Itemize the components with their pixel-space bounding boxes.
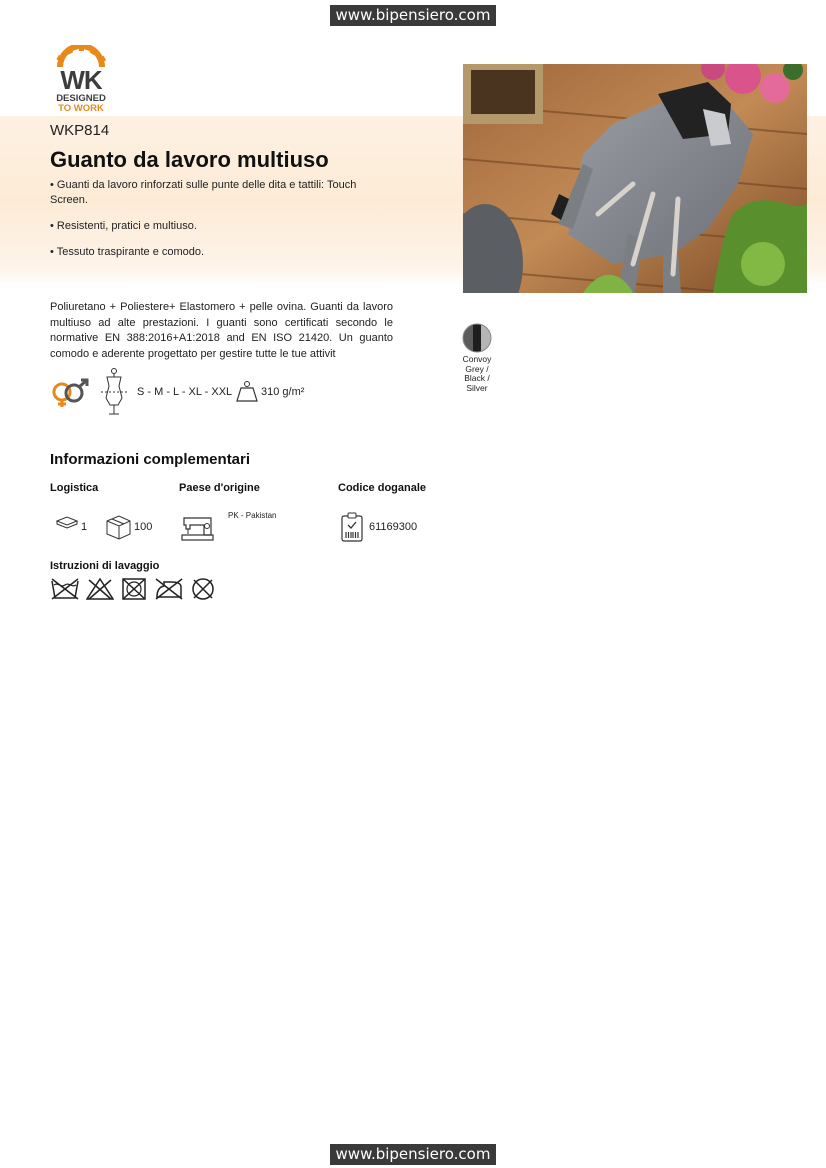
feature-item: • Resistenti, pratici e multiuso. bbox=[50, 220, 197, 232]
mannequin-icon bbox=[98, 368, 130, 416]
feature-item: • Guanti da lavoro rinforzati sulle punte delle dita e tattili: Touch Screen. bbox=[50, 179, 357, 206]
product-description: Poliuretano + Poliestere+ Elastomero + pelle ovina. Guanti da lavoro multiuso ad alte prestazioni. I guanti sono certificati secondo le normative EN 388:2016+A1:2018 and EN ISO 21420. Un guanto comodo e aderente progettato per gestire tutte le tue attivit bbox=[50, 301, 393, 360]
product-title: Guanto da lavoro multiuso bbox=[50, 147, 329, 172]
customs-value: 61169300 bbox=[369, 521, 418, 533]
svg-text:DESIGNED: DESIGNED bbox=[56, 93, 106, 104]
logistics-unit-qty: 1 bbox=[81, 521, 88, 533]
weight-icon bbox=[236, 380, 258, 402]
section-title: Informazioni complementari bbox=[50, 451, 251, 468]
brand-logo bbox=[48, 45, 114, 113]
feature-item: • Tessuto traspirante e comodo. bbox=[50, 246, 205, 258]
box-icon bbox=[105, 514, 132, 540]
sewing-machine-icon bbox=[181, 513, 214, 542]
product-photo bbox=[463, 64, 807, 293]
no-wash-icon bbox=[50, 577, 80, 601]
color-swatch[interactable] bbox=[462, 323, 492, 393]
origin-value: PK - Pakistan bbox=[228, 511, 277, 520]
washing-label: Istruzioni di lavaggio bbox=[50, 560, 160, 572]
no-dry-clean-icon bbox=[190, 577, 216, 601]
package-icon bbox=[55, 516, 79, 530]
website-banner-top[interactable]: www.bipensiero.com bbox=[330, 5, 496, 26]
logistics-box-qty: 100 bbox=[134, 521, 153, 533]
color-swatch-circle bbox=[462, 323, 492, 353]
website-banner-bottom[interactable]: www.bipensiero.com bbox=[330, 1144, 496, 1165]
sizes-text: S - M - L - XL - XXL bbox=[137, 386, 233, 398]
svg-text:WK: WK bbox=[60, 65, 102, 95]
product-code: WKP814 bbox=[50, 122, 110, 139]
customs-icon bbox=[340, 512, 364, 543]
no-tumble-dry-icon bbox=[121, 577, 147, 601]
logistics-label: Logistica bbox=[50, 482, 99, 494]
no-bleach-icon bbox=[86, 577, 114, 601]
no-iron-icon bbox=[154, 577, 184, 601]
gender-icon bbox=[50, 378, 90, 408]
weight-text: 310 g/m² bbox=[261, 386, 305, 398]
customs-label: Codice doganale bbox=[338, 482, 427, 494]
origin-label: Paese d'origine bbox=[179, 482, 260, 494]
svg-text:TO WORK: TO WORK bbox=[58, 103, 104, 113]
color-name: Convoy Grey / Black / Silver bbox=[462, 354, 492, 393]
feature-list bbox=[50, 178, 380, 271]
